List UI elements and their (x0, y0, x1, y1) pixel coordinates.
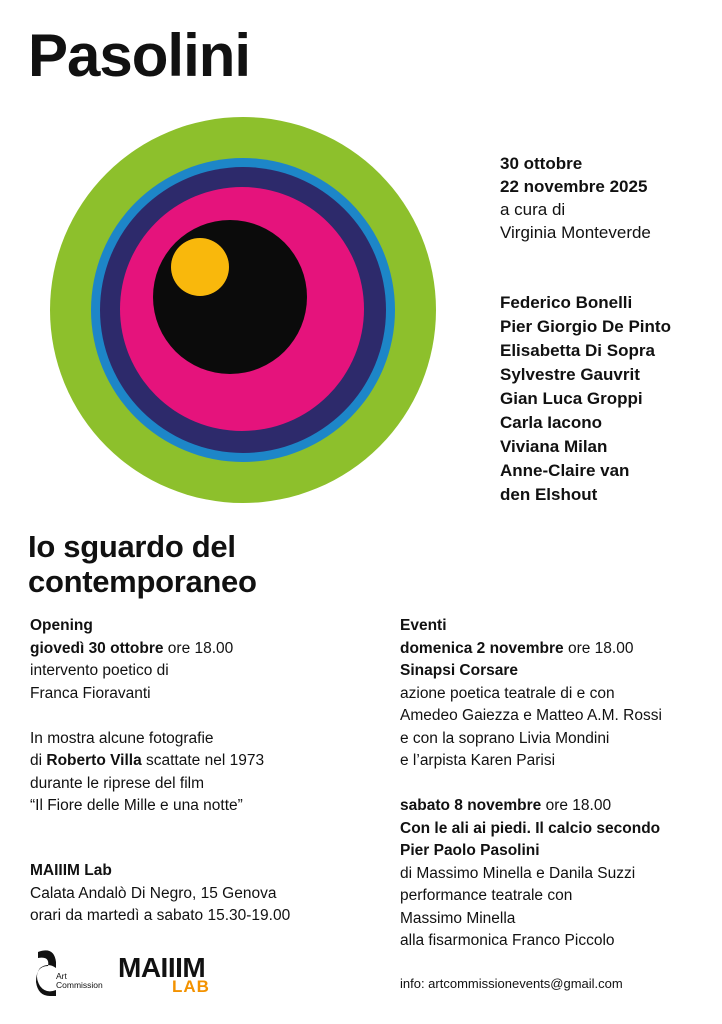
opening-line: intervento poetico di (30, 662, 169, 679)
event-date: sabato 8 novembre (400, 797, 542, 814)
event-datetime (400, 795, 710, 818)
page-title: Pasolini (28, 22, 251, 89)
opening-time: ore 18.00 (163, 639, 234, 657)
pupil-black (153, 220, 307, 374)
opening-heading: Opening (30, 617, 93, 634)
exhibit-line: In mostra alcune fotografie (30, 729, 214, 747)
art-commission-text (56, 972, 103, 990)
highlight-yellow (171, 238, 229, 296)
opening-line: Franca Fioravanti (30, 684, 151, 702)
art-commission-logo (36, 948, 108, 998)
artist-item: Viviana Milan (500, 437, 608, 456)
artist-item: Gian Luca Groppi (500, 389, 643, 408)
art-text: Art (56, 971, 67, 981)
curator-name: Virginia Monteverde (500, 223, 651, 242)
subtitle-line: contemporaneo (28, 564, 257, 599)
event-line: Massimo Minella (400, 909, 516, 927)
event-line: alla fisarmonica Franco Piccolo (400, 932, 615, 949)
event-title: Con le ali ai piedi. Il calcio secondo (400, 819, 661, 837)
opening-datetime (30, 638, 370, 661)
events-section (400, 615, 710, 953)
exhibit-text: scattate nel 1973 (141, 752, 265, 769)
venue-name: MAIIIM Lab (30, 862, 112, 879)
event-datetime (400, 638, 710, 661)
contact-info: info: artcommissionevents@gmail.com (400, 976, 623, 991)
exhibit-line (30, 750, 370, 773)
venue-address: Calata Andalò Di Negro, 15 Genova (30, 884, 277, 902)
art-commission-logo-icon (36, 948, 58, 998)
artist-list (500, 291, 671, 507)
artist-item: Elisabetta Di Sopra (500, 341, 655, 360)
artist-item: Anne-Claire van (500, 461, 630, 480)
exhibit-line: “Il Fiore delle Mille e una notte” (30, 797, 243, 814)
venue-section (30, 860, 370, 928)
event-line: azione poetica teatrale di e con (400, 684, 615, 702)
start-date: 30 ottobre (500, 154, 583, 173)
exhibit-line: durante le riprese del film (30, 774, 205, 792)
event-time: ore 18.00 (563, 639, 634, 657)
events-heading: Eventi (400, 617, 447, 634)
event-line: performance teatrale con (400, 887, 573, 904)
end-date: 22 novembre 2025 (500, 177, 648, 196)
artist-item: Federico Bonelli (500, 293, 633, 312)
event-title: Pier Paolo Pasolini (400, 842, 540, 859)
artist-item: Pier Giorgio De Pinto (500, 317, 671, 336)
concentric-circles-artwork (50, 117, 436, 503)
commission-text: Commission (56, 980, 103, 990)
maiiim-logo: MAIIIM (118, 952, 206, 983)
subtitle-line: Io sguardo del (28, 529, 236, 564)
event-line: Amedeo Gaiezza e Matteo A.M. Rossi (400, 707, 662, 724)
venue-hours: orari da martedì a sabato 15.30-19.00 (30, 907, 291, 924)
event-line: di Massimo Minella e Danila Suzzi (400, 864, 636, 882)
lab-logo: LAB (172, 977, 210, 996)
photographer-name: Roberto Villa (46, 752, 142, 769)
event-title: Sinapsi Corsare (400, 662, 519, 679)
event-time: ore 18.00 (541, 797, 612, 814)
subtitle (28, 529, 257, 599)
event-date: domenica 2 novembre (400, 639, 564, 657)
opening-date: giovedì 30 ottobre (30, 639, 164, 657)
artist-item: den Elshout (500, 485, 598, 504)
curator-label: a cura di (500, 200, 566, 219)
event-line: e l’arpista Karen Parisi (400, 752, 556, 769)
artist-item: Sylvestre Gauvrit (500, 365, 640, 384)
exhibition-dates (500, 152, 651, 244)
artist-item: Carla Iacono (500, 413, 603, 432)
event-line: e con la soprano Livia Mondini (400, 729, 610, 747)
exhibit-text: di (30, 752, 47, 769)
opening-section (30, 615, 370, 818)
